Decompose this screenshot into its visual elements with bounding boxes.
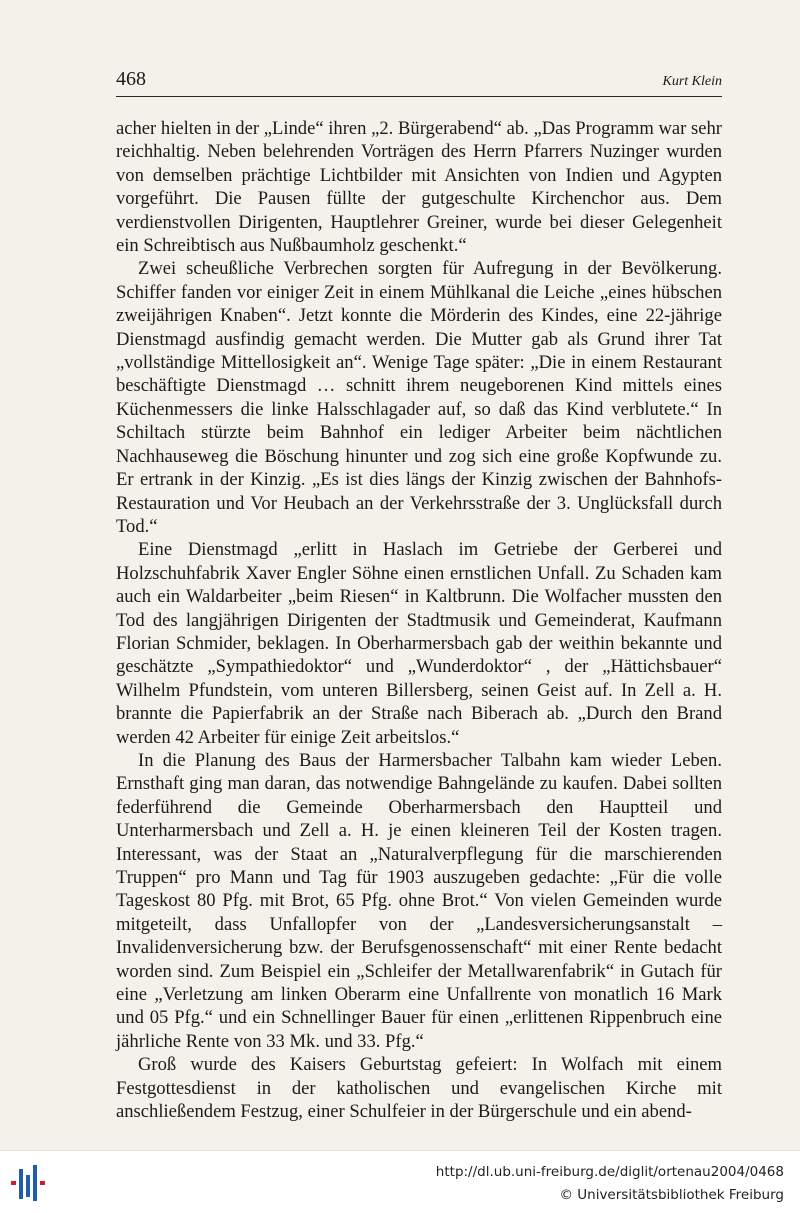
paragraph-3: Eine Dienstmagd „erlitt in Haslach im Getriebe der Gerberei und Holzschuhfabrik Xaver Engler Söhne einen ernstlichen Unfall. Zu Schaden kam auch ein Waldarbeiter „beim Riesen“ in Kaltbrunn. Die Wolfacher mussten den Tod des langjährigen Dirigenten der Stadtmusik und Gemeinderat, Kaufmann Florian Schmider, beklagen. In Oberharmersbach gab der weithin bekannte und geschätzte „Sympathiedoktor“ und „Wunderdoktor“ , der „Hättichsbauer“ Wilhelm Pfundstein, vom unteren Billersberg, seinen Geist auf. In Zell a. H. brannte die Papierfabrik an der Straße nach Biberach ab. „Durch den Brand werden 42 Arbeiter für einige Zeit arbeitslos.“ xyxy=(116,539,722,748)
page-header xyxy=(116,66,722,97)
copyright-notice: © Universitätsbibliothek Freiburg xyxy=(559,1187,784,1203)
paragraph-1: acher hielten in der „Linde“ ihren „2. Bürgerabend“ ab. „Das Programm war sehr reichhaltig. Neben belehrenden Vorträgen des Herrn Pfarrers Nuzinger wurden von demselben prächtige Lichtbilder mit Ansichten von Indien und Agypten vorgeführt. Die Pausen füllte der gutgeschulte Kirchenchor aus. Dem verdienstvollen Dirigenten, Hauptlehrer Greiner, wurde bei dieser Gelegenheit ein Schreibtisch aus Nußbaumholz geschenkt.“ xyxy=(116,118,722,257)
document-url-link[interactable]: http://dl.ub.uni-freiburg.de/diglit/ortenau2004/0468 xyxy=(435,1164,784,1180)
running-head-author: Kurt Klein xyxy=(662,74,722,89)
paragraph-5: Groß wurde des Kaisers Geburtstag gefeiert: In Wolfach mit einem Festgottesdienst in der katholischen und evangelischen Kirche mit anschließendem Festzug, einer Schulfeier in der Bürgerschule und ein abend- xyxy=(116,1054,722,1123)
page-number: 468 xyxy=(116,68,146,90)
paragraph-4: In die Planung des Baus der Harmersbacher Talbahn kam wieder Leben. Ernsthaft ging man daran, das notwendige Bahngelände zu kaufen. Dabei sollten federführend die Gemeinde Oberharmersbach den Hauptteil und Unterharmersbach und Zell a. H. je einen kleineren Teil der Kosten tragen. Interessant, was der Staat an „Naturalverpflegung für die marschierenden Truppen“ pro Mann und Tag für 1903 auszugeben gedachte: „Für die volle Tageskost 80 Pfg. mit Brot, 65 Pfg. ohne Brot.“ Von vielen Gemeinden wurde mitgeteilt, dass Unfallopfer von der „Landesversicherungsanstalt – Invalidenversicherung bzw. der Berufsgenossenschaft“ mit einer Rente bedacht worden sind. Zum Beispiel ein „Schleifer der Metallwarenfabrik“ in Gutach für eine „Verletzung am linken Oberarm eine Unfallrente von monatlich 16 Mark und 05 Pfg.“ und ein Schnellinger Bauer für einen „erlittenen Rippenbruch eine jährliche Rente von 33 Mk. und 33. Pfg.“ xyxy=(116,749,722,1052)
body-text xyxy=(116,117,722,1123)
paragraph-2: Zwei scheußliche Verbrechen sorgten für Aufregung in der Bevölkerung. Schiffer fanden vor einiger Zeit in einem Mühlkanal die Leiche „eines hübschen zweijährigen Knaben“. Jetzt konnte die Mörderin des Kindes, eine 22-jährige Dienstmagd ausfindig gemacht werden. Die Mutter gab als Grund ihrer Tat „vollständige Mittellosigkeit an“. Wenige Tage später: „Die in einem Restaurant beschäftigte Dienstmagd … schnitt ihrem neugeborenen Kind mittels eines Küchenmessers die linke Halsschlagader auf, so daß das Kind verblutete.“ In Schiltach stürzte beim Bahnhof ein lediger Arbeiter beim nächtlichen Nachhauseweg die Böschung hinunter und zog sich eine große Kopfwunde zu. Er ertrank in der Kinzig. „Es ist dies längs der Kinzig zwischen der Bahnhofs-Restauration und Vor Heubach an der Verkehrsstraße der 3. Unglücksfall durch Tod.“ xyxy=(116,258,722,537)
ub-freiburg-logo-icon[interactable] xyxy=(9,1163,53,1203)
viewer-footer xyxy=(0,1150,800,1213)
